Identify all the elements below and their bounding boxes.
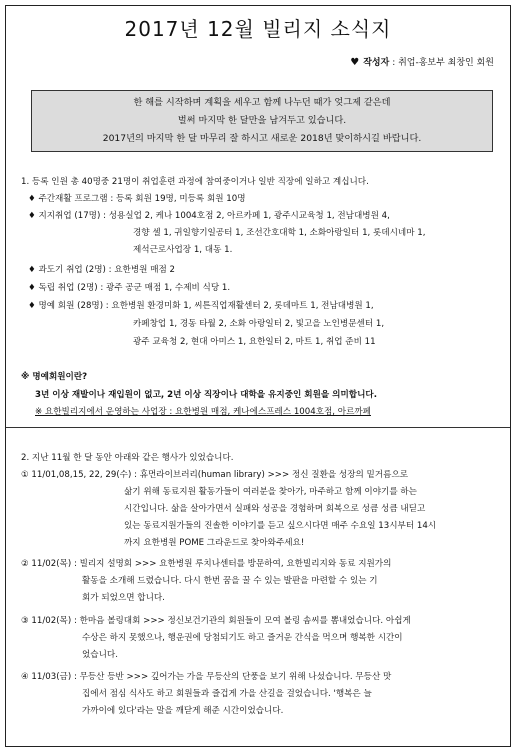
newsletter-title: 2017년 12월 빌리지 소식지 — [124, 17, 392, 41]
diamond-bullet-icon: ♦ — [28, 265, 36, 275]
event-line: 시간입니다. 삶을 살아가면서 실패와 성공을 경험하며 회복으로 성큼 성큼 내딛고 — [124, 504, 426, 514]
intro-line-1: 한 해를 시작하며 계획을 세우고 함께 나누던 때가 엊그제 같은데 — [133, 97, 391, 108]
event-line: ① 11/01,08,15, 22, 29(수) : 휴먼라이브러리(human library) >>> 정신 질환을 성장의 밑거름으로 — [21, 470, 409, 480]
event-line: ③ 11/02(목) : 한마음 볼링대회 >>> 정신보건기관의 회원들이 모여 볼링 솜씨를 뽐내었습니다. 아쉽게 — [21, 616, 411, 626]
author-line — [350, 55, 494, 68]
list-item — [28, 208, 390, 225]
author-label: 작성자 — [363, 58, 390, 68]
list-item — [28, 262, 175, 279]
event-line: ② 11/02(목) : 빌리지 설명회 >>> 요한병원 루치나센터를 방문하여, 요한빌리지와 동료 지원가의 — [21, 559, 392, 569]
intro-line-2: 벌써 마지막 한 달만을 남겨두고 있습니다. — [177, 115, 347, 126]
list-item-continuation: 경향 셀 1, 귀일향기일공터 1, 조선간호대학 1, 소화아랑일터 1, 롯데시네마 1, — [133, 228, 426, 238]
section2-heading: 2. 지난 11월 한 달 동안 아래와 같은 행사가 있었습니다. — [21, 453, 234, 463]
event-line: 까지 요한병원 POME 그라운드로 찾아와주세요! — [124, 538, 305, 548]
event-line: 활동을 소개해 드렸습니다. 다시 한번 꿈을 꿀 수 있는 발판을 마련할 수 있는 기 — [82, 576, 378, 586]
heart-icon: ♥ — [350, 57, 360, 68]
intro-line-3: 2017년의 마지막 한 달 마무리 잘 하시고 새로운 2018년 맞이하시길 바랍니다. — [102, 133, 422, 144]
event-line: 가까이에 있다'라는 말을 깨닫게 해준 시간이었습니다. — [82, 706, 284, 716]
diamond-bullet-icon: ♦ — [28, 283, 36, 293]
list-item-label: 지지취업 (17명) : 성용실업 2, 케나 1004호점 2, 아르카페 1, 광주시교육청 1, 전남대병원 4, — [38, 211, 390, 221]
event-line: 었습니다. — [82, 650, 118, 660]
list-item-continuation: 제석근로사업장 1, 대동 1. — [133, 245, 233, 255]
honorary-definition: 3년 이상 재발이나 재입원이 없고, 2년 이상 직장이나 대학을 유지중인 회원을 의미합니다. — [35, 390, 377, 400]
list-item-continuation: 광주 교육청 2, 현대 아미스 1, 요한일터 2, 마트 1, 취업 준비 11 — [133, 337, 376, 347]
diamond-bullet-icon: ♦ — [28, 194, 36, 204]
list-item-label: 과도기 취업 (2명) : 요한병원 매점 2 — [38, 265, 175, 275]
list-item — [28, 280, 230, 297]
list-item-label: 독립 취업 (2명) : 광주 공군 매점 1, 수제비 식당 1. — [38, 283, 231, 293]
event-line: 수상은 하지 못했으나, 행운권에 당첨되기도 하고 즐거운 간식을 먹으며 행복한 시간이 — [82, 633, 403, 643]
honorary-heading: ※ 명예회원이란? — [21, 372, 88, 382]
author-value: : 취업-홍보부 최창인 회원 — [392, 58, 494, 68]
list-item-continuation: 카페창업 1, 경동 타월 2, 소화 아랑일터 2, 빛고을 노인병문센터 1, — [133, 319, 385, 329]
event-line: 삶기 위해 동료지원 활동가들이 여러분을 찾아가, 마주하고 함께 이야기를 하는 — [124, 487, 417, 497]
diamond-bullet-icon: ♦ — [28, 301, 36, 311]
honorary-workplaces: ※ 요한빌리지에서 운영하는 사업장 : 요한병원 매점, 케나에스프레스 1004호점, 아르까페 — [35, 407, 371, 417]
list-item-label: 주간재활 프로그램 : 등록 회원 19명, 미등록 회원 10명 — [38, 194, 246, 204]
event-line: 집에서 점심 식사도 하고 회원들과 즐겁게 가을 산길을 걸었습니다. '행복은 늘 — [82, 689, 372, 699]
diamond-bullet-icon: ♦ — [28, 211, 36, 221]
event-line: 회가 되었으면 합니다. — [82, 593, 165, 603]
section-divider — [6, 427, 510, 428]
intro-box — [31, 90, 493, 152]
list-item — [28, 191, 246, 208]
event-line: ④ 11/03(금) : 무등산 등반 >>> 깊어가는 가을 무등산의 단풍을 보기 위해 나섰습니다. 무등산 맛 — [21, 672, 392, 682]
list-item-label: 명예 회원 (28명) : 요한병원 환경미화 1, 씨튼직업재활센터 2, 롯데마트 1, 전남대병원 1, — [38, 301, 374, 311]
list-item — [28, 298, 374, 315]
section1-heading: 1. 등록 인원 총 40명중 21명이 취업훈련 과정에 참여중이거나 일반 직장에 일하고 계십니다. — [21, 177, 369, 187]
event-line: 있는 동료지원가들의 진솔한 이야기를 듣고 싶으시다면 매주 수요일 13시부터 14시 — [124, 521, 437, 531]
